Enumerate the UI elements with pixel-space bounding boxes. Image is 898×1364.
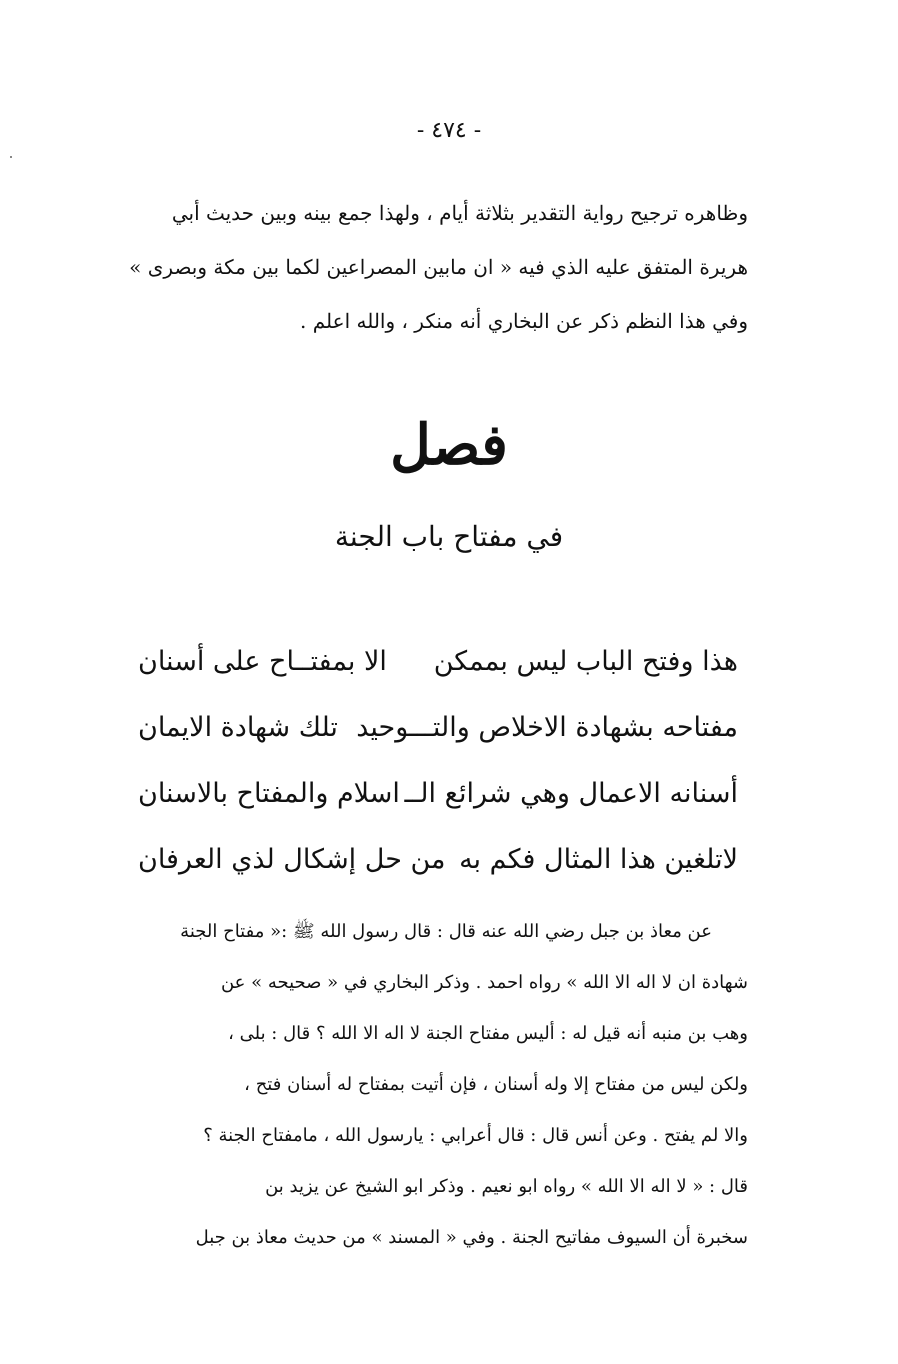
page-number: - ٤٧٤ - — [416, 118, 482, 143]
verse-second-hemistich: تلك شهادة الايمان — [138, 711, 338, 743]
poem-verse — [138, 760, 738, 826]
verse-second-hemistich: من حل إشكال لذي العرفان — [138, 843, 446, 875]
section-title: فصل — [390, 412, 508, 478]
prose-line: عن معاذ بن جبل رضي الله عنه قال : قال رسول الله ﷺ :« مفتاح الجنة — [180, 921, 712, 942]
verse-second-hemistich: الا بمفتــاح على أسنان — [138, 645, 387, 677]
prose-line: شهادة ان لا اله الا الله » رواه احمد . وذكر البخاري في « صحيحه » عن — [220, 972, 748, 993]
intro-line: هريرة المتفق عليه الذي فيه « ان مابين المصراعين لكما بين مكة وبصرى » — [129, 255, 748, 279]
prose-line: سخبرة أن السيوف مفاتيح الجنة . وفي « المسند » من حديث معاذ بن جبل — [195, 1227, 748, 1248]
poem-verse — [138, 694, 738, 760]
section-subtitle: في مفتاح باب الجنة — [334, 520, 564, 553]
verse-second-hemistich: اسلام والمفتاح بالاسنان — [138, 777, 400, 809]
verse-first-hemistich: مفتاحه بشهادة الاخلاص والتـــوحيد — [356, 711, 738, 743]
verse-first-hemistich: هذا وفتح الباب ليس بممكن — [433, 645, 738, 677]
poem-verse — [138, 826, 738, 892]
intro-line: وفي هذا النظم ذكر عن البخاري أنه منكر ، والله اعلم . — [299, 309, 748, 333]
verse-first-hemistich: أسنانه الاعمال وهي شرائع الــ — [404, 777, 738, 809]
prose-line: وهب بن منبه أنه قيل له : أليس مفتاح الجنة لا اله الا الله ؟ قال : بلى ، — [228, 1023, 748, 1044]
scan-speck — [10, 156, 12, 158]
prose-line: والا لم يفتح . وعن أنس قال : قال أعرابي : يارسول الله ، مامفتاح الجنة ؟ — [203, 1125, 748, 1146]
prose-line: قال : « لا اله الا الله » رواه ابو نعيم . وذكر ابو الشيخ عن يزيد بن — [265, 1176, 748, 1197]
intro-paragraph — [128, 186, 748, 348]
prose-paragraph — [128, 906, 748, 1263]
intro-line: وظاهره ترجيح رواية التقدير بثلاثة أيام ، ولهذا جمع بينه وبين حديث أبي — [171, 201, 748, 225]
poem — [138, 628, 738, 892]
prose-line: ولكن ليس من مفتاح إلا وله أسنان ، فإن أتيت بمفتاح له أسنان فتح ، — [244, 1074, 748, 1095]
poem-verse — [138, 628, 738, 694]
verse-first-hemistich: لاتلغين هذا المثال فكم به — [459, 843, 738, 875]
